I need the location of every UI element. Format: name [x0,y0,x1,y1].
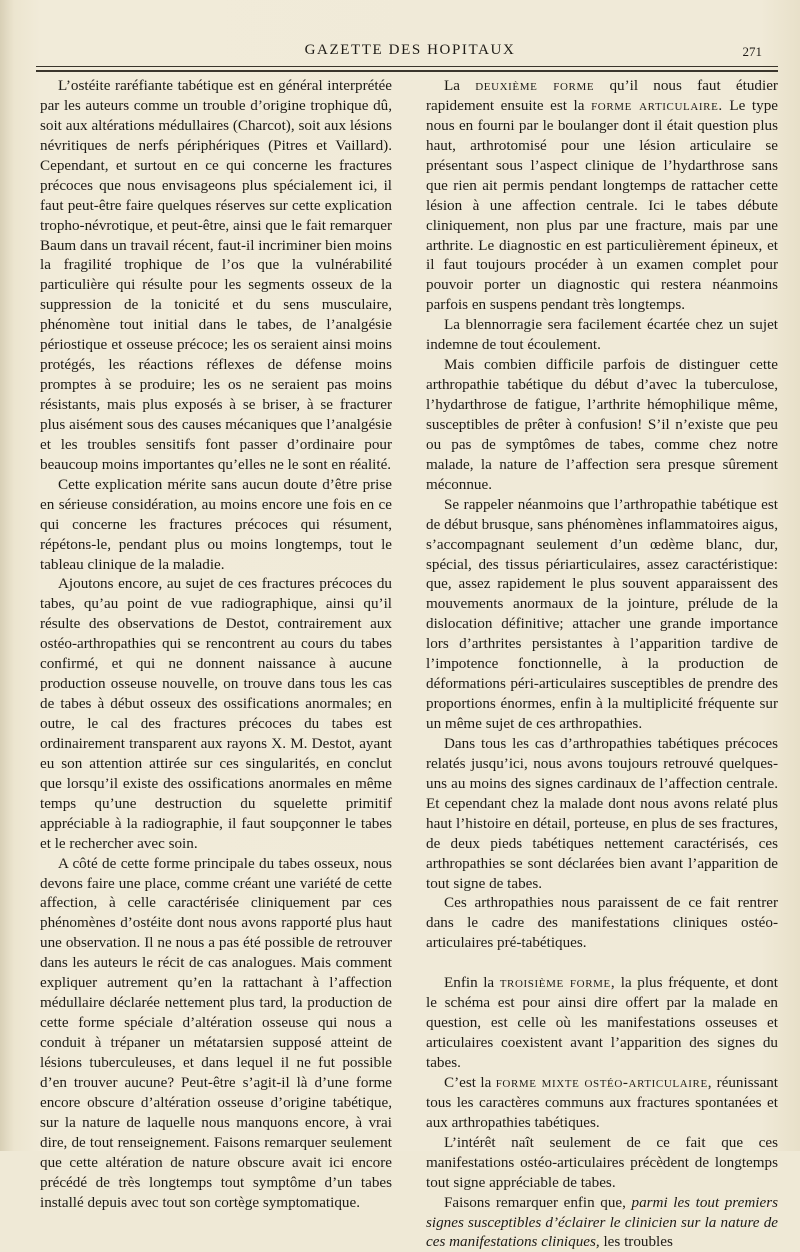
p7-lead: Enfin la [444,974,500,992]
p8-rest: réunissant tous les caractères communs aux fractures spontanées et aux arthropathies tabétiques. [426,1073,778,1131]
right-paragraph-5: Dans tous les cas d’arthropathies tabétiques précoces relatés jusqu’ici, nous avons toujours retrouvé quelques-uns au moins des signes cardinaux de l’affection centrale. Et cependant chez la malade dont nous avons relaté plus haut l’histoire en détail, porteuse, en plus de ses fractures, de deux pieds tabétiques nettement caractérisés, ces arthropathies se sont déclarées bien avant l’apparition de tout signe de tabes. [426,734,778,892]
left-paragraph-2: Cette explication mérite sans aucun doute d’être prise en sérieuse considération, au moins encore une fois en ce qui concerne les fractures précoces qui résument, répétons-le, pendant plus ou moins longtemps, tout le tableau clinique de la maladie. [40,475,392,573]
right-paragraph-6: Ces arthropathies nous paraissent de ce fait rentrer dans le cadre des manifestations cliniques ostéo-articulaires pré-tabétiques. [426,894,778,952]
header-rule-thick [36,70,778,72]
right-paragraph-1 [426,76,778,315]
p1-lead: La [444,77,476,94]
right-paragraph-4: Se rappeler néanmoins que l’arthropathie tabétique est de début brusque, sans phénomènes inflammatoires aigus, s’accompagnant seulement d’un œdème blanc, dur, spécial, des tissus périarticulaires, assez caractéristique: que, assez rapidement le plus souvent apparaissent des mouvements anormaux de la jointure, prélude de la dislocation définitive; attacher une grande importance lors d’arthrites persistantes à l’apparition tardive de l’impotence fonctionnelle, à la production de déformations péri-articulaires susceptibles de prendre des proportions énormes, enfin à la multiplicité fréquente sur un même sujet de ces arthropathies. [426,495,778,732]
journal-title: GAZETTE DES HOPITAUX [304,42,516,58]
page-number: 271 [742,44,762,59]
p7-rest: la plus fréquente, et dont le schéma est pour ainsi dire offert par la malade en question, est celle où les manifestations osseuses et articulaires coexistent avant l’apparition des signes du tabes. [426,974,778,1071]
p8-smallcaps: forme mixte ostéo-articulaire, [495,1073,713,1091]
header-rule-thin [36,66,778,67]
p8-lead: C’est la [444,1073,496,1091]
left-paragraph-4: A côté de cette forme principale du tabes osseux, nous devons faire une place, comme créant une variété de cette affection, à celle caractérisée cliniquement par ces phénomènes d’ostéite dont nous avons rapporté plus haut une observation. Il ne nous a pas été possible de retrouver dans les auteurs le récit de cas analogues. Mais comment expliquer autrement qu’en la rattachant à l’affection médullaire déclarée nettement plus tard, la production de cette forme spéciale d’altération osseuse qui nous a conduit à trépaner un métatarsien supposé atteint de lésions tuberculeuses, et dans lequel il ne fut possible d’en trouver aucune? Peut-être s’agit-il là d’une forme encore obscure d’altération osseuse d’origine tabétique, sur la nature de laquelle nous manquons encore, à vrai dire, de tout renseignement. Faisons remarquer seulement que cette altération de nature obscure avait ici encore précédé de très longtemps tout symptôme d’un tabes installé depuis avec tout son cortège symptomatique. [40,854,392,1211]
left-paragraph-3: Ajoutons encore, au sujet de ces fractures précoces du tabes, qu’au point de vue radiographique, ainsi qu’il résulte des observations de Destot, contrairement aux ostéo-arthropathies qui se rencontrent au cours du tabes confirmé, et qui ne donnent naissance à aucune production osseuse nouvelle, on trouve dans tous les cas de tabes à début osseux des ossifications anormales; en outre, le cal des fractures précoces du tabes est ordinairement transparent aux rayons X. M. Destot, ayant eu son attention attirée sur ces singularités, en conclut que lorsqu’il existe des ossifications anormales en même temps qu’une destruction du squelette primitif appréciable à la radiographie, il faut soupçonner le tabes et le rechercher avec soin. [40,575,392,852]
right-paragraph-2: La blennorragie sera facilement écartée chez un sujet indemne de tout écoulement. [426,316,778,354]
p10-italic: parmi les tout premiers signes susceptibles d’éclairer le clinicien sur la nature de ces manifestations cliniques, [426,1193,779,1251]
left-column [40,76,392,1212]
right-paragraph-3: Mais combien difficile parfois de distinguer cette arthropathie tabétique du début d’avec la tuberculose, l’hydarthrose de fatigue, l’arthrite hémophilique même, susceptibles de prêter à confusion! S’il n’existe que peu ou pas de symptômes de tabes, comme chez notre malade, la nature de l’affection sera presque sûrement méconnue. [426,356,778,493]
p10-rest: les troubles [599,1233,673,1251]
p1-middle: qu’il nous faut étudier rapidement ensuite est la [426,77,778,114]
right-paragraph-10 [426,1193,778,1252]
right-paragraph-7 [426,973,778,1073]
left-paragraph-1: L’ostéite raréfiante tabétique est en général interprétée par les auteurs comme un trouble d’origine trophique dû, soit aux altérations médullaires (Charcot), soit aux lésions névritiques de nerfs périphériques (Pitres et Vaillard). Cependant, et surtout en ce qui concerne les fractures précoces que nous envisageons plus spécialement ici, il faut peut-être faire quelques réserves sur cette explication tropho-névrotique, et peut-être, ainsi que le fait remarquer Baum dans un travail récent, faut-il incriminer bien moins la fragilité trophique de l’os que la vulnérabilité particulière qui résulte pour les segments osseux de la suppression de la tonicité et du sens musculaire, phénomène tout initial dans le tabes, de l’analgésie périostique et osseuse précoce; les os seraient ainsi moins protégés, les réactions réflexes de défense moins promptes à se produire; les os ne seraient pas moins résistants, mais plus exposés à se briser, à se fracturer plus aisément sous des causes mécaniques que l’analgésie et les troubles sensitifs font passer d’ordinaire pour beaucoup moins importantes qu’elles ne le sont en réalité. [40,77,392,473]
p1-smallcaps: deuxième forme [475,77,595,94]
p7-smallcaps: troisième forme, [499,974,616,992]
p1-smallcaps-2: forme articulaire. [591,96,723,114]
right-column [426,76,778,1252]
right-paragraph-8 [426,1073,778,1133]
right-paragraph-9: L’intérêt naît seulement de ce fait que ces manifestations ostéo-articulaires précèdent de longtemps tout signe appréciable de tabes. [426,1133,778,1191]
page-header [50,42,770,64]
p10-lead: Faisons remarquer enfin que, [444,1193,632,1211]
p1-tail: Le type nous en fourni par le boulanger dont il était question plus haut, arthrotomisé pour une lésion articulaire se présentant sous l’aspect clinique de l’hydarthrose sans que rien ait permis pendant longtemps de rattacher cette lésion à une affection centrale. Ici le tabes débute cliniquement, non plus par une fracture, mais par une arthrite. Le diagnostic en est particulièrement épineux, et il faut toujours procéder à un examen complet pour pouvoir porter un diagnostic qui restera néanmoins parfois en suspens pendant très longtemps. [426,96,778,314]
